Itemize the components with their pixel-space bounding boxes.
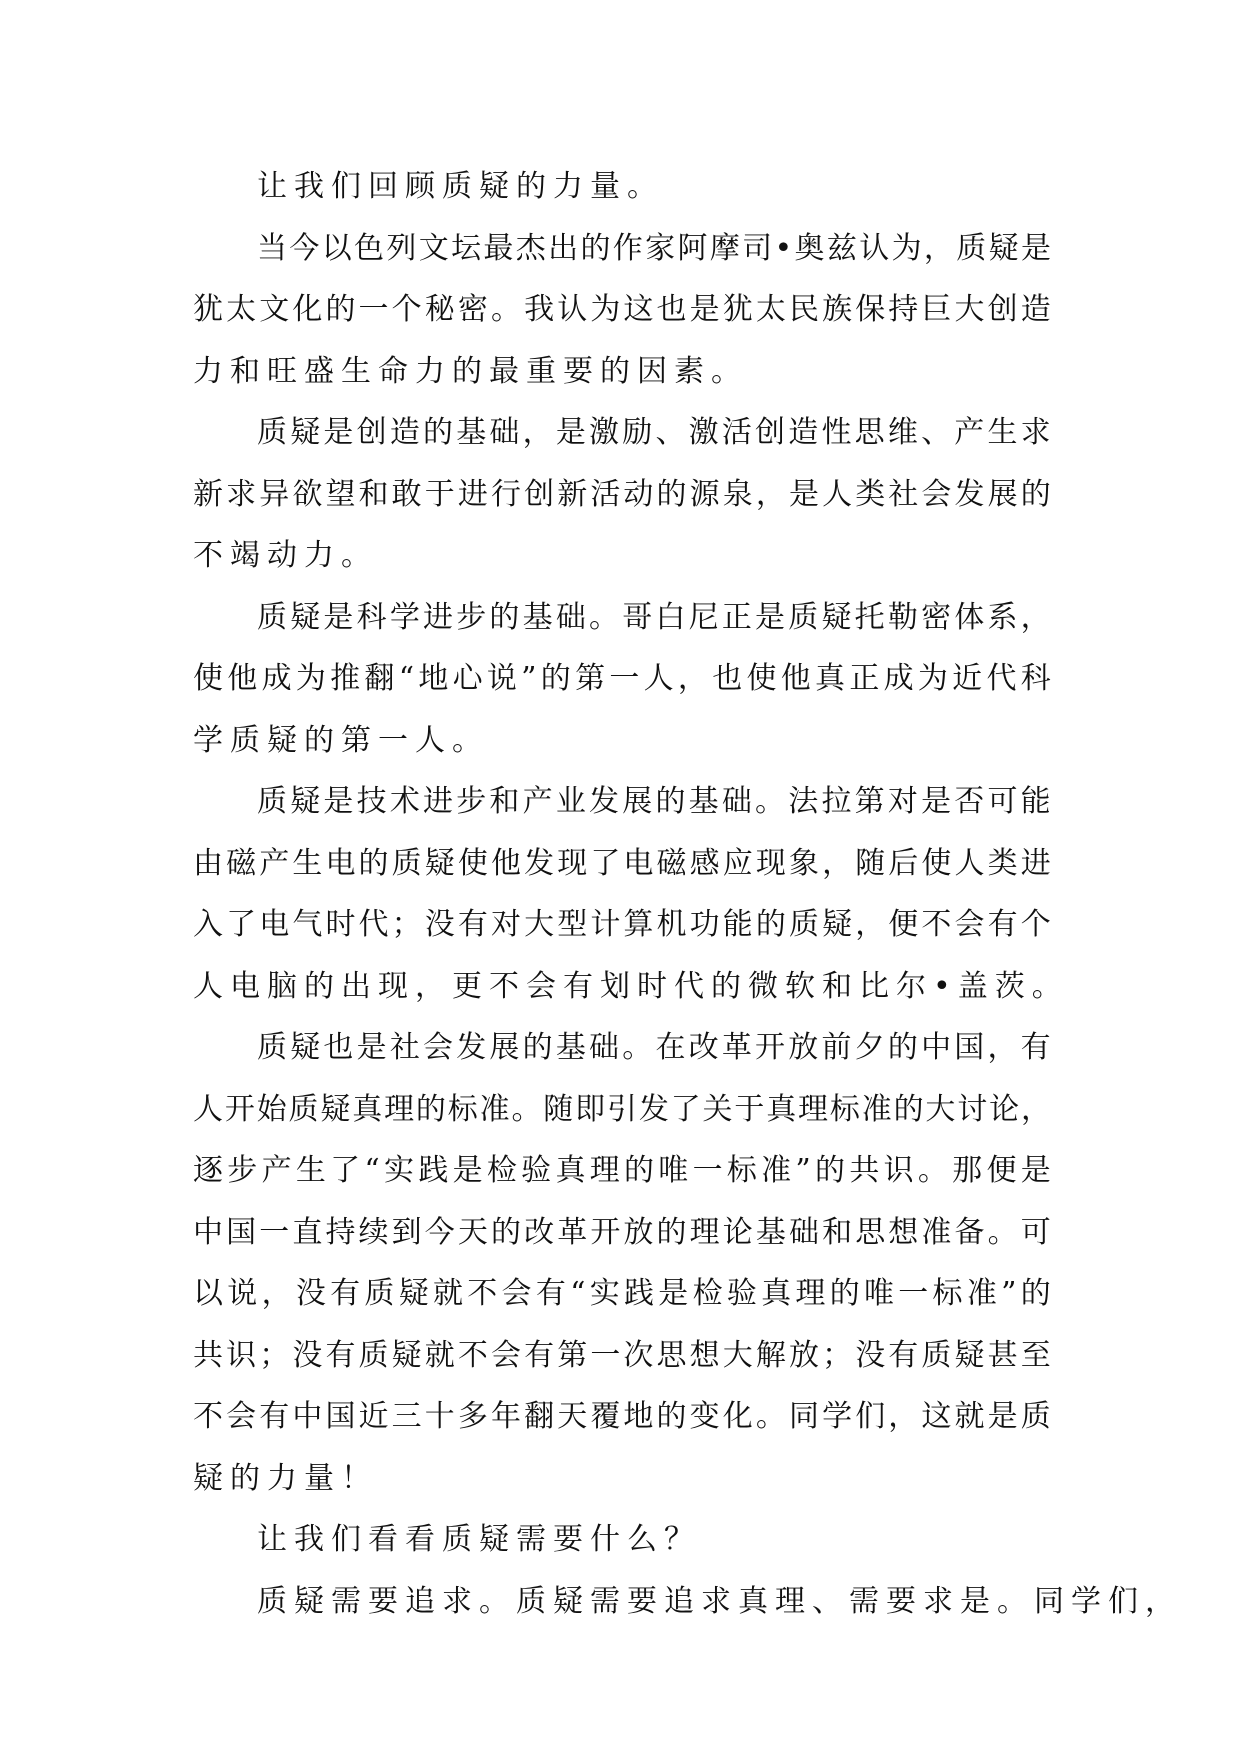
paragraph	[193, 402, 1051, 587]
paragraph-first-line: 质 疑 也 是 社 会 发 展 的 基 础 。 在 改 革 开 放 前 夕 的 中 国 ， 有	[257, 1030, 1051, 1065]
paragraph-line: 由 磁 产 生 电 的 质 疑 使 他 发 现 了 电 磁 感 应 现 象 ， 随 后 使 人 类 进	[193, 845, 1051, 881]
paragraph-first-line: 让我们看看质疑需要什么？	[257, 1522, 701, 1557]
paragraph-line: 人 开 始 质 疑 真 理 的 标 准 。 随 即 引 发 了 关 于 真 理 标 准 的 大 讨 论 ，	[193, 1091, 1051, 1127]
paragraph	[193, 1571, 1182, 1633]
paragraph-line: 入 了 电 气 时 代 ； 没 有 对 大 型 计 算 机 功 能 的 质 疑 ， 便 不 会 有 个	[193, 907, 1051, 942]
paragraph-line: 不竭动力。	[193, 538, 378, 573]
paragraph-line: 犹 太 文 化 的 一 个 秘 密 。 我 认 为 这 也 是 犹 太 民 族 保 持 巨 大 创 造	[193, 292, 1051, 327]
paragraph-line: 力和旺盛生命力的最重要的因素。	[193, 353, 748, 389]
paragraph-first-line: 质疑需要追求。质疑需要追求真理、需要求是。同学们，	[257, 1583, 1182, 1619]
paragraph	[193, 771, 1069, 1017]
paragraph-first-line: 当 今 以 色 列 文 坛 最 杰 出 的 作 家 阿 摩 司 • 奥 兹 认 为 ， 质 疑 是	[257, 230, 1051, 266]
paragraph-line: 新 求 异 欲 望 和 敢 于 进 行 创 新 活 动 的 源 泉 ， 是 人 类 社 会 发 展 的	[193, 476, 1051, 512]
paragraph-line: 不 会 有 中 国 近 三 十 多 年 翻 天 覆 地 的 变 化 。 同 学 们 ， 这 就 是 质	[193, 1399, 1051, 1434]
paragraph	[193, 218, 1051, 403]
paragraph-first-line: 质 疑 是 科 学 进 步 的 基 础 。 哥 白 尼 正 是 质 疑 托 勒 密 体 系 ，	[257, 599, 1051, 635]
paragraph-line: 中 国 一 直 持 续 到 今 天 的 改 革 开 放 的 理 论 基 础 和 思 想 准 备 。 可	[193, 1214, 1051, 1250]
paragraph-first-line: 质 疑 是 创 造 的 基 础 ， 是 激 励 、 激 活 创 造 性 思 维 、 产 生 求	[257, 415, 1051, 450]
paragraph-line: 逐 步 产 生 了 “ 实 践 是 检 验 真 理 的 唯 一 标 准 ” 的 共 识 。 那 便 是	[193, 1153, 1051, 1188]
paragraph-line: 疑的力量！	[193, 1460, 378, 1496]
paragraph-first-line: 质 疑 是 技 术 进 步 和 产 业 发 展 的 基 础 。 法 拉 第 对 是 否 可 能	[257, 784, 1051, 819]
paragraph-line: 以 说 ， 没 有 质 疑 就 不 会 有 “ 实 践 是 检 验 真 理 的 唯 一 标 准 ” 的	[193, 1276, 1051, 1311]
paragraph	[193, 156, 1051, 218]
paragraph	[193, 587, 1051, 772]
paragraph-line: 使 他 成 为 推 翻 “ 地 心 说 ” 的 第 一 人 ， 也 使 他 真 正 成 为 近 代 科	[193, 661, 1051, 696]
paragraph-line: 共 识 ； 没 有 质 疑 就 不 会 有 第 一 次 思 想 大 解 放 ； 没 有 质 疑 甚 至	[193, 1337, 1051, 1373]
paragraph	[193, 1017, 1051, 1509]
paragraph-line: 学质疑的第一人。	[193, 722, 489, 758]
document-body	[193, 156, 1182, 1632]
paragraph-line: 人电脑的出现，更不会有划时代的微软和比尔•盖茨。	[193, 968, 1069, 1004]
paragraph-first-line: 让我们回顾质疑的力量。	[257, 169, 664, 204]
paragraph	[193, 1509, 1051, 1571]
